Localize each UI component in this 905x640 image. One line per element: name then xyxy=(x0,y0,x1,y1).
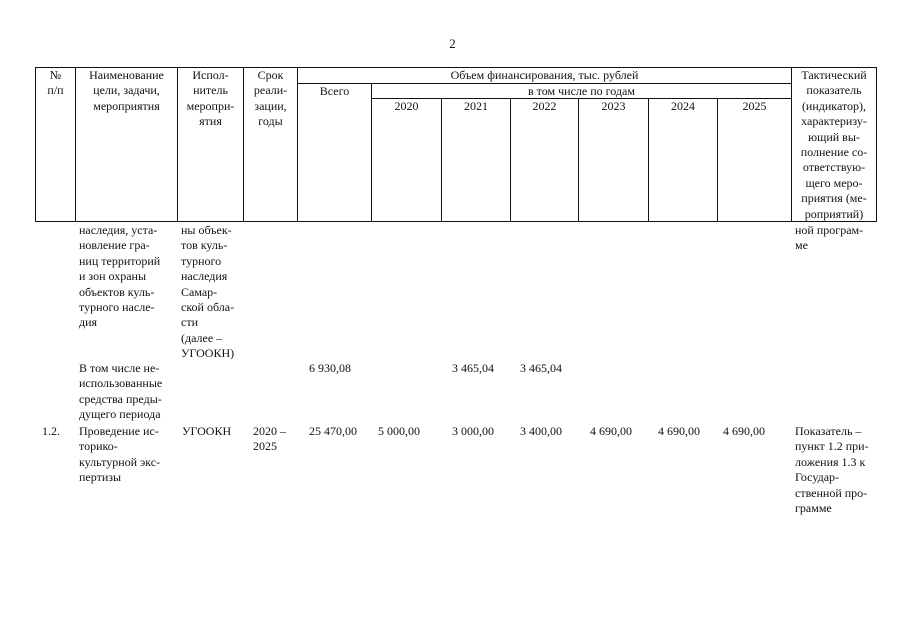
item-1-2-2025: 4 690,00 xyxy=(723,424,765,438)
unused-name: В том числе не- использованные средства преды- дущего периода xyxy=(79,361,163,422)
item-1-2-2022: 3 400,00 xyxy=(520,424,562,438)
header-year-2022: 2022 xyxy=(532,99,557,113)
header-term: Срок реали- зации, годы xyxy=(253,68,288,129)
header-total: Всего xyxy=(319,84,350,98)
item-1-2-indicator: Показатель – пункт 1.2 при- ложения 1.3 к Государ- ственной про- грамме xyxy=(795,424,869,516)
continued-name: наследия, уста- новление гра- ниц территорий и зон охраны объектов куль- турного насле- дия xyxy=(79,223,161,330)
item-1-2-term: 2020 – 2025 xyxy=(253,424,286,454)
header-name: Наименование цели, задачи, мероприятия xyxy=(89,68,164,113)
item-1-2-num: 1.2. xyxy=(42,424,60,438)
continued-indicator: ной програм- ме xyxy=(795,223,864,253)
unused-total: 6 930,08 xyxy=(309,361,351,375)
header-executor: Испол- нитель меропри- ятия xyxy=(186,68,235,129)
header-by-years: в том числе по годам xyxy=(528,84,635,98)
header-year-2023: 2023 xyxy=(601,99,626,113)
item-1-2-2020: 5 000,00 xyxy=(378,424,420,438)
page-number: 2 xyxy=(449,36,456,51)
item-1-2-executor: УГООКН xyxy=(182,424,232,438)
header-year-2025: 2025 xyxy=(742,99,767,113)
header-year-2021: 2021 xyxy=(464,99,488,113)
item-1-2-2023: 4 690,00 xyxy=(590,424,632,438)
item-1-2-name: Проведение ис- торико- культурной экс- пертизы xyxy=(79,424,161,485)
unused-2021: 3 465,04 xyxy=(452,361,494,375)
item-1-2-2024: 4 690,00 xyxy=(658,424,700,438)
item-1-2-total: 25 470,00 xyxy=(309,424,357,438)
header-num: № п/п xyxy=(47,68,64,98)
header-indicator: Тактический показатель (индикатор), характеризу- ющий вы- полнение со- ответствую- щего меро- приятия (ме- роприятий) xyxy=(800,68,868,221)
header-year-2024: 2024 xyxy=(671,99,695,113)
header-year-2020: 2020 xyxy=(394,99,419,113)
item-1-2-2021: 3 000,00 xyxy=(452,424,494,438)
continued-executor: ны объек- тов куль- турного наследия Самар- ской обла- сти (далее – УГООКН) xyxy=(181,223,235,361)
unused-2022: 3 465,04 xyxy=(520,361,562,375)
header-financing-title: Объем финансирования, тыс. рублей xyxy=(450,68,639,82)
